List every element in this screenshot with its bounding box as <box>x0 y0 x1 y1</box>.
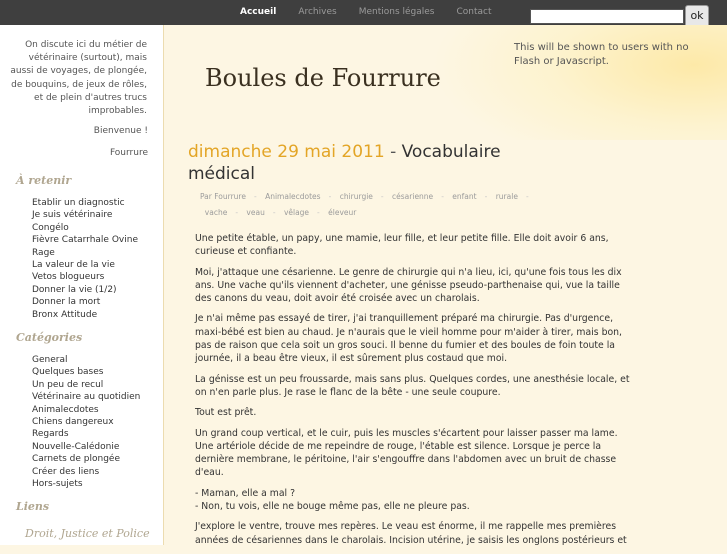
nav-accueil[interactable]: Accueil <box>240 7 277 17</box>
post-tag[interactable]: rurale <box>495 192 518 201</box>
retenir-item[interactable]: Congélo <box>32 222 69 233</box>
post-date[interactable]: dimanche 29 mai 2011 <box>188 142 385 162</box>
sidebar-author: Fourrure <box>109 148 148 158</box>
category-item[interactable]: Animalecdotes <box>32 404 99 415</box>
post-paragraph: Je n'ai même pas essayé de tirer, j'ai tranquillement préparé ma chirurgie. Pas d'urgence, maxi-bébé est bien au chaud. Je n'aurais que le vieil homme pour m'aider à tirer, mais bon, pas de raison que cela soit un gros souci. Il benne du fumier et des boules de foin toute la journée, il a beau être vieux, il est sûrement plus costaud que moi. <box>195 313 623 365</box>
post-separator: - <box>390 142 397 162</box>
category-item[interactable]: Carnets de plongée <box>32 454 120 465</box>
category-item[interactable]: Vétérinaire au quotidien <box>32 392 141 403</box>
retenir-item[interactable]: Vetos blogueurs <box>32 272 105 283</box>
post-tag[interactable]: Animalecdotes <box>265 192 321 201</box>
top-nav <box>240 0 514 25</box>
retenir-list <box>32 197 138 321</box>
post-author[interactable]: Par Fourrure <box>200 192 246 201</box>
section-title-retenir: À retenir <box>16 174 72 187</box>
nav-mentions-legales[interactable]: Mentions légales <box>358 7 435 17</box>
retenir-item[interactable]: La valeur de la vie <box>32 259 115 270</box>
top-bar <box>0 0 727 25</box>
post-paragraph: - Non, tu vois, elle ne bouge même pas, elle ne pleure pas. <box>195 501 470 513</box>
nav-archives[interactable]: Archives <box>298 7 337 17</box>
retenir-item[interactable]: Donner la mort <box>32 297 101 308</box>
retenir-item[interactable]: Donner la vie (1/2) <box>32 284 117 295</box>
post-paragraph: La génisse est un peu froussarde, mais sans plus. Quelques cordes, une anesthésie locale, et on n'en parle plus. Je rase le flanc de la bête - une seule coupure. <box>195 373 630 398</box>
retenir-item[interactable]: Etablir un diagnostic <box>32 198 125 208</box>
category-item[interactable]: Quelques bases <box>32 367 104 378</box>
retenir-item[interactable]: Je suis vétérinaire <box>32 210 113 221</box>
category-item[interactable]: Chiens dangereux <box>32 416 114 427</box>
sidebar-intro: On discute ici du métier de vétérinaire (surtout), mais aussi de voyages, de plongée, de bouquins, de jeux de rôles, et de plein d'autres trucs improbables. <box>10 40 147 117</box>
post-title[interactable]: Vocabulaire médical <box>188 142 501 184</box>
site-title[interactable]: Boules de Fourrure <box>205 64 441 92</box>
retenir-item[interactable]: Rage <box>32 247 55 258</box>
post-tag[interactable]: veau <box>246 208 265 217</box>
post-paragraph: J'explore le ventre, trouve mes repères. Le veau est énorme, il me rappelle mes premières années de césariennes dans le charolais. Incision utérine, je saisis les onglons postérieurs et <box>195 521 627 546</box>
post-body <box>195 232 635 554</box>
category-item[interactable]: Hors-sujets <box>32 478 83 489</box>
category-item[interactable]: General <box>32 355 68 365</box>
flash-fallback-note: This will be shown to users with no Flash or Javascript. <box>514 42 689 67</box>
post-paragraph: Moi, j'attaque une césarienne. Le genre de chirurgie qui n'a lieu, ici, qu'une fois tous les dix ans. Une vache qu'ils viennent d'acheter, une génisse pseudo-parthenaise qui, vue la taille des canons du veau, doit avoir été croisée avec un charolais. <box>195 266 622 305</box>
post-paragraph: Tout est prêt. <box>195 407 257 419</box>
post-tag[interactable]: chirurgie <box>339 192 373 201</box>
post-meta: Par Fourrure - Animalecdotes - chirurgie - césarienne - enfant - rurale - vache - veau - vêlage - éleveur <box>200 192 529 217</box>
retenir-item[interactable]: Fièvre Catarrhale Ovine <box>32 235 138 246</box>
categories-list <box>32 354 140 490</box>
section-title-categories: Catégories <box>16 331 83 344</box>
category-item[interactable]: Nouvelle-Calédonie <box>32 441 120 452</box>
nav-contact[interactable]: Contact <box>456 7 492 17</box>
post-tag[interactable]: enfant <box>452 192 477 201</box>
post-paragraph: Une petite étable, un papy, une mamie, leur fille, et leur petite fille. Elle doit avoir 6 ans, curieuse et confiante. <box>195 233 609 258</box>
sidebar <box>0 25 164 545</box>
search-input[interactable] <box>530 9 684 24</box>
post-paragraph: - Maman, elle a mal ? <box>195 487 296 499</box>
category-item[interactable]: Un peu de recul <box>32 379 104 390</box>
post-tag[interactable]: vache <box>204 208 228 217</box>
category-item[interactable]: Créer des liens <box>32 466 100 477</box>
search-button[interactable]: ok <box>685 5 709 29</box>
retenir-item[interactable]: Bronx Attitude <box>32 309 98 320</box>
post-tag[interactable]: césarienne <box>392 192 434 201</box>
post-tag[interactable]: vêlage <box>283 208 310 217</box>
category-item[interactable]: Regards <box>32 429 69 440</box>
link-droit-justice-police[interactable]: Droit, Justice et Police <box>25 527 150 540</box>
sidebar-welcome: Bienvenue ! <box>93 126 148 136</box>
post-heading <box>188 141 533 185</box>
post-paragraph: Un grand coup vertical, et le cuir, puis les muscles s'écartent pour laisser passer ma lame. Une artériole décide de me repeindre de rouge, l'étable est silence. Lorsque je perce la dernière membrane, le péritoine, l'air s'engouffre dans l'abdomen avec un bruit de chasse d'eau. <box>195 427 618 479</box>
post-tag[interactable]: éleveur <box>328 208 357 217</box>
section-title-liens: Liens <box>16 500 50 513</box>
